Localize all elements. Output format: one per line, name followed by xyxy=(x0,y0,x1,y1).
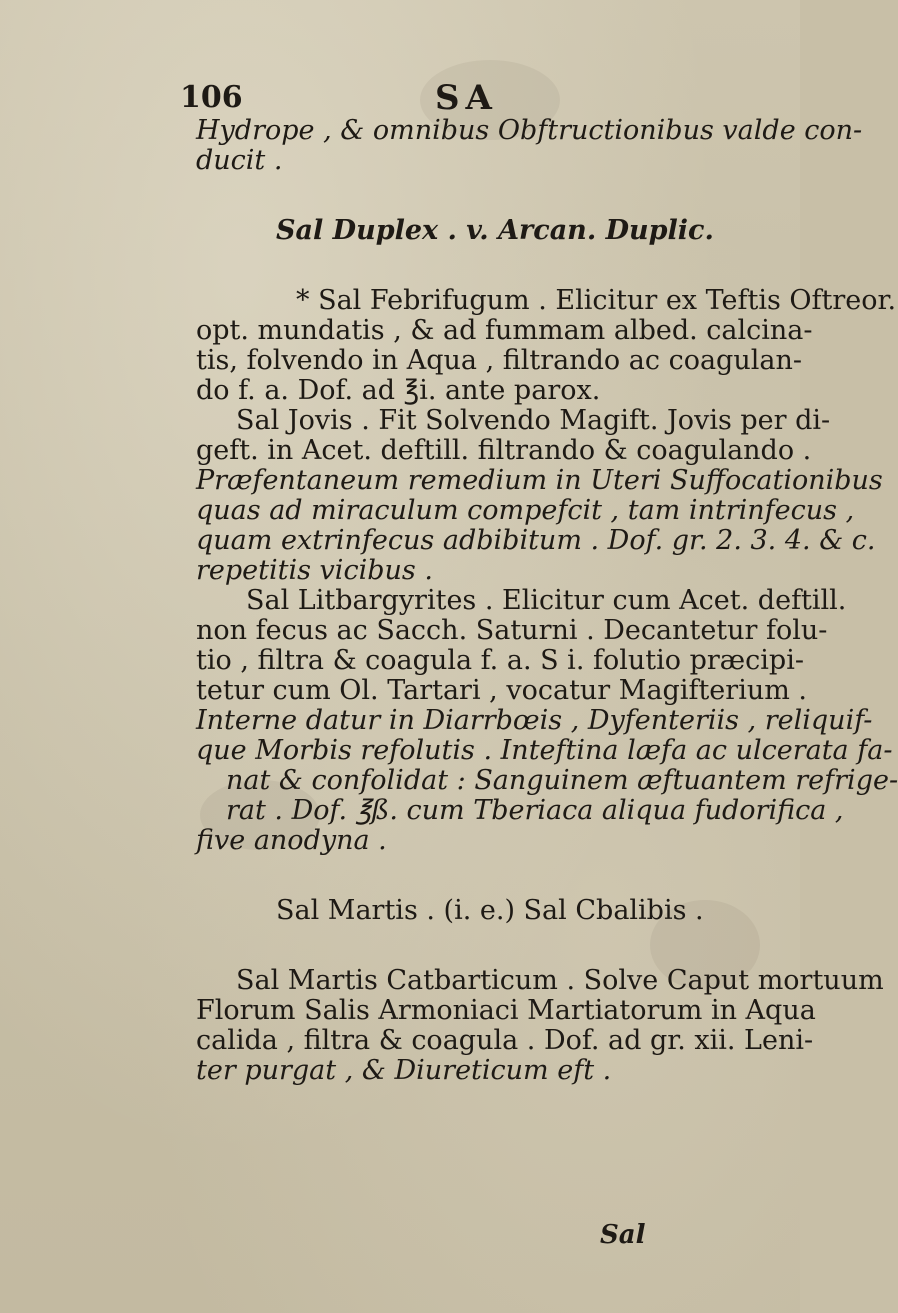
text-line: tio , filtra & coagula f. a. S i. folutio præcipi- xyxy=(196,645,804,676)
page-number: 106 xyxy=(180,80,243,115)
entry-heading-sal-lithargyrites: Sal Litbargyrites . Elicitur cum Acet. deftill. xyxy=(246,585,847,616)
text-line: ter purgat , & Diureticum eft . xyxy=(196,1055,612,1086)
text-line: ducit . xyxy=(196,145,283,176)
text-line: geft. in Acet. deftill. filtrando & coagulando . xyxy=(196,435,812,466)
text-line: Præfentaneum remedium in Uteri Suffocationibus xyxy=(196,465,883,496)
text-line: Interne datur in Diarrbœis , Dyfenteriis , reliquif- xyxy=(196,705,873,736)
entry-text xyxy=(196,115,898,1086)
running-headword: SA xyxy=(435,78,498,118)
text-line: nat & confolidat : Sanguinem æftuantem refrige- xyxy=(226,765,898,796)
text-line: opt. mundatis , & ad fummam albed. calcina- xyxy=(196,315,813,346)
entry-heading-sal-jovis: Sal Jovis . Fit Solvendo Magift. Jovis per di- xyxy=(236,405,831,436)
text-line: rat . Dof. ℥ß. cum Tberiaca aliqua fudorifica , xyxy=(226,795,844,826)
text-line: tetur cum Ol. Tartari , vocatur Magifterium . xyxy=(196,675,807,706)
entry-heading-sal-martis: Sal Martis . (i. e.) Sal Cbalibis . xyxy=(276,895,704,926)
catchword: Sal xyxy=(600,1220,646,1250)
text-line: quas ad miraculum compefcit , tam intrinfecus , xyxy=(196,495,855,526)
text-line: non fecus ac Sacch. Saturni . Decantetur folu- xyxy=(196,615,828,646)
entry-heading-sal-febrifugum: * Sal Febrifugum . Elicitur ex Teftis Oftreor. xyxy=(296,285,897,316)
text-line: five anodyna . xyxy=(196,825,387,856)
text-line: calida , filtra & coagula . Dof. ad gr. xii. Leni- xyxy=(196,1025,814,1056)
text-line: que Morbis refolutis . Inteftina læfa ac ulcerata fa- xyxy=(196,735,893,766)
text-line: tis, folvendo in Aqua , filtrando ac coagulan- xyxy=(196,345,802,376)
text-line: Florum Salis Armoniaci Martiatorum in Aqua xyxy=(196,995,816,1026)
entry-heading-sal-duplex: Sal Duplex . v. Arcan. Duplic. xyxy=(276,215,714,246)
text-line: repetitis vicibus . xyxy=(196,555,433,586)
text-line: quam extrinfecus adbibitum . Dof. gr. 2. 3. 4. & c. xyxy=(196,525,876,556)
entry-heading-sal-martis-catharticum: Sal Martis Catbarticum . Solve Caput mortuum xyxy=(236,965,884,996)
text-line: Hydrope , & omnibus Obftructionibus valde con- xyxy=(196,115,863,146)
running-head xyxy=(180,80,600,120)
text-line: do f. a. Dof. ad ℥i. ante parox. xyxy=(196,375,601,406)
